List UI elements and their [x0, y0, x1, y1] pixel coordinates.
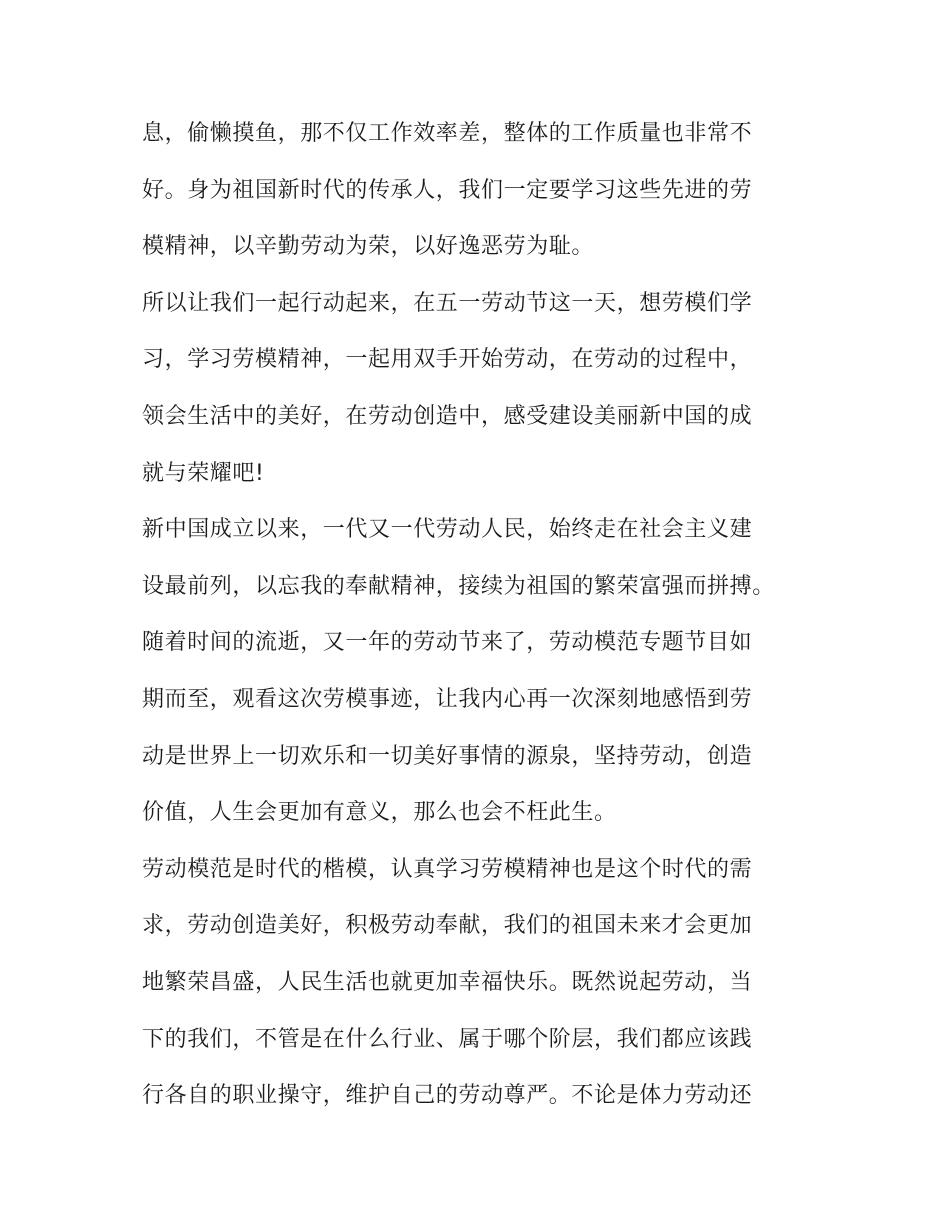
text-line-7: 就与荣耀吧! — [142, 460, 265, 486]
text-line-15: 求，劳动创造美好，积极劳动奉献，我们的祖国未来才会更加 — [142, 913, 753, 939]
text-line-4: 所以让我们一起行动起来，在五一劳动节这一天，想劳模们学 — [142, 290, 753, 316]
text-line-5: 习，学习劳模精神，一起用双手开始劳动，在劳动的过程中， — [142, 347, 753, 373]
text-line-14: 劳动模范是时代的楷模，认真学习劳模精神也是这个时代的需 — [142, 856, 753, 882]
text-line-1: 息，偷懒摸鱼，那不仅工作效率差，整体的工作质量也非常不 — [142, 121, 753, 146]
text-line-13: 价值，人生会更加有意义，那么也会不枉此生。 — [142, 800, 617, 826]
body-text — [142, 106, 842, 1125]
text-line-6: 领会生活中的美好，在劳动创造中，感受建设美丽新中国的成 — [142, 403, 753, 429]
text-line-18: 行各自的职业操守，维护自己的劳动尊严。不论是体力劳动还 — [142, 1083, 753, 1109]
text-line-9: 设最前列，以忘我的奉献精神，接续为祖国的繁荣富强而拼搏。 — [142, 573, 775, 599]
text-line-12: 动是世界上一切欢乐和一切美好事情的源泉，坚持劳动，创造 — [142, 743, 753, 769]
text-line-2: 好。身为祖国新时代的传承人，我们一定要学习这些先进的劳 — [142, 177, 753, 203]
text-line-11: 期而至，观看这次劳模事迹，让我内心再一次深刻地感悟到劳 — [142, 686, 753, 712]
text-line-3: 模精神，以辛勤劳动为荣，以好逸恶劳为耻。 — [142, 234, 595, 260]
text-line-8: 新中国成立以来，一代又一代劳动人民，始终走在社会主义建 — [142, 517, 753, 543]
text-line-17: 下的我们，不管是在什么行业、属于哪个阶层，我们都应该践 — [142, 1026, 753, 1052]
text-line-10: 随着时间的流逝，又一年的劳动节来了，劳动模范专题节目如 — [142, 630, 753, 656]
text-line-16: 地繁荣昌盛，人民生活也就更加幸福快乐。既然说起劳动，当 — [142, 969, 753, 995]
